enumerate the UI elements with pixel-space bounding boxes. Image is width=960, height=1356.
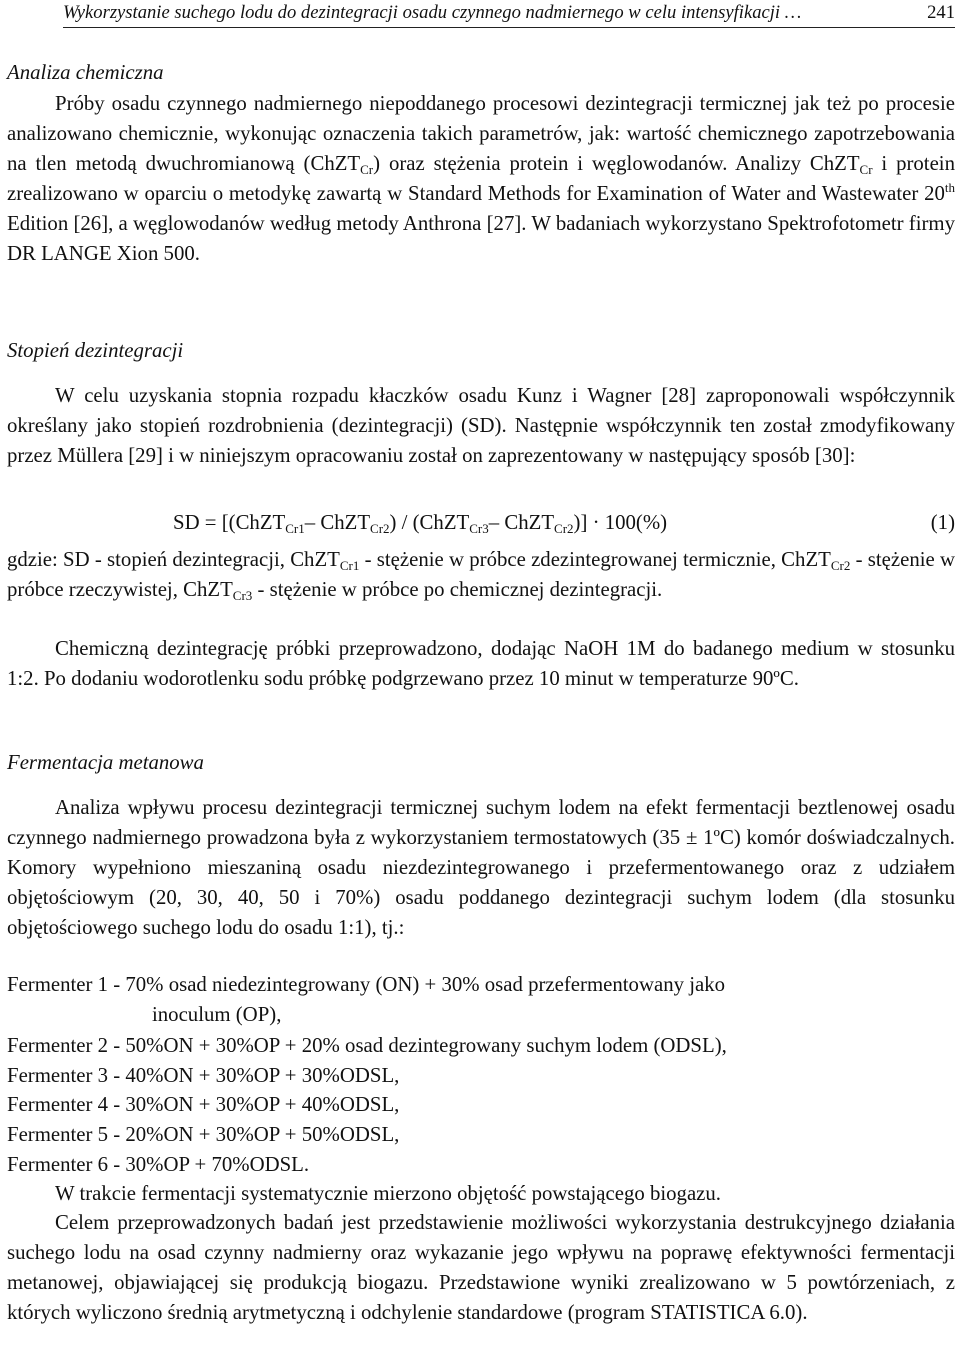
list-item: Fermenter 3 - 40%ON + 30%OP + 30%ODSL, [7, 1064, 400, 1087]
paragraph-fermentacja-1: Analiza wpływu procesu dezintegracji termicznej suchym lodem na efekt fermentacji beztlenowej osadu czynnego nadmiernego prowadzona była z wykorzystaniem termostatowych (35 ± 1ºC) komór doświadczalnych. Komory wypełniono mieszaniną osadu niezdezintegrowanego i przefermentowanego oraz z udziałem objętościowym (20, 30, 40, 50 i 70%) osadu poddanego dezintegracji suchym lodem (dla stosunku objętościowego suchego lodu do osadu 1:1), tj.: [7, 796, 955, 939]
subscript: Cr [360, 162, 374, 177]
text: - stężenie w próbce zdezintegrowanej termicznie, ChZT [359, 548, 831, 571]
eq-part: – ChZT [304, 511, 371, 534]
paragraph-stopien-2 [7, 545, 955, 605]
list-item: Fermenter 6 - 30%OP + 70%ODSL. [7, 1153, 310, 1176]
section-heading-fermentacja: Fermentacja metanowa [7, 751, 204, 774]
text: Próby osadu czynnego nadmiernego niepoddanego procesowi dezintegracji termicznej jak też po procesie analizowano chemicznie, wykonując oznaczenia takich parametrów, jak: wartość chemicznego zapotrzebowania na tlen metodą dwuchromianową (ChZT [7, 92, 955, 175]
superscript: th [944, 180, 955, 195]
eq-part: – ChZT [488, 511, 555, 534]
running-head-title: Wykorzystanie suchego lodu do dezintegracji osadu czynnego nadmiernego w celu intensyfikacji … [63, 2, 802, 23]
list-item-continuation: inoculum (OP), [152, 1003, 282, 1026]
equation-line [7, 508, 955, 538]
subscript: Cr2 [830, 558, 851, 573]
eq-part: )] · 100(%) [573, 511, 668, 534]
paragraph-fermentacja-3: Celem przeprowadzonych badań jest przedstawienie możliwości wykorzystania destrukcyjnego działania suchego lodu na osad czynny nadmierny oraz wykazanie jego wpływu na poprawę efektywności fermentacji metanowej, objawiającej się produkcją biogazu. Przedstawione wyniki zrealizowano w 5 powtórzeniach, z których wyliczono średnią arytmetyczną i odchylenie standardowe (program STATISTICA 6.0). [7, 1211, 955, 1324]
eq-part: SD = [(ChZT [173, 511, 286, 534]
page-number: 241 [927, 2, 955, 23]
subscript: Cr2 [554, 521, 574, 536]
subscript: Cr [859, 162, 873, 177]
text: gdzie: SD - stopień dezintegracji, ChZT [7, 548, 340, 571]
running-head [63, 1, 955, 28]
section-heading-analiza: Analiza chemiczna [7, 61, 164, 84]
equation [173, 508, 667, 538]
subscript: Cr3 [469, 521, 489, 536]
subscript: Cr2 [370, 521, 390, 536]
paragraph-fermentacja-2: W trakcie fermentacji systematycznie mierzono objętość powstającego biogazu. [55, 1182, 722, 1205]
paragraph-stopien-3: Chemiczną dezintegrację próbki przeprowadzono, dodając NaOH 1M do badanego medium w stosunku 1:2. Po dodaniu wodorotlenku sodu próbkę podgrzewano przez 10 minut w temperaturze 90ºC. [7, 637, 955, 690]
text: - stężenie w próbce po chemicznej dezintegracji. [252, 578, 663, 601]
equation-number: (1) [930, 511, 955, 534]
paragraph-stopien-1: W celu uzyskania stopnia rozpadu kłaczków osadu Kunz i Wagner [28] zaproponowali współczynnik określany jako stopień rozdrobnienia (dezintegracji) (SD). Następnie współczynnik ten został zmodyfikowany przez Müllera [29] i w niniejszym opracowaniu został on zaprezentowany w następujący sposób [30]: [7, 384, 955, 467]
text: - stężenie w próbce rzeczywistej, ChZT [7, 548, 955, 601]
subscript: Cr1 [285, 521, 305, 536]
list-item: Fermenter 2 - 50%ON + 30%OP + 20% osad dezintegrowany suchym lodem (ODSL), [7, 1034, 727, 1057]
list-item: Fermenter 1 - 70% osad niedezintegrowany (ON) + 30% osad przefermentowany jako [7, 973, 726, 996]
list-item: Fermenter 4 - 30%ON + 30%OP + 40%ODSL, [7, 1093, 400, 1116]
text: ) oraz stężenia protein i węglowodanów. Analizy ChZT [373, 152, 860, 175]
subscript: Cr3 [232, 588, 253, 603]
eq-part: ) / (ChZT [389, 511, 470, 534]
paragraph-analiza [7, 89, 955, 269]
text: Edition [26], a węglowodanów według metody Anthrona [27]. W badaniach wykorzystano Spektrofotometr firmy DR LANGE Xion 500. [7, 212, 955, 265]
subscript: Cr1 [339, 558, 360, 573]
section-heading-stopien: Stopień dezintegracji [7, 339, 184, 362]
list-item: Fermenter 5 - 20%ON + 30%OP + 50%ODSL, [7, 1123, 400, 1146]
text: i protein zrealizowano w oparciu o metodykę zawartą w Standard Methods for Examination of Water and Wastewater 20 [7, 152, 955, 205]
